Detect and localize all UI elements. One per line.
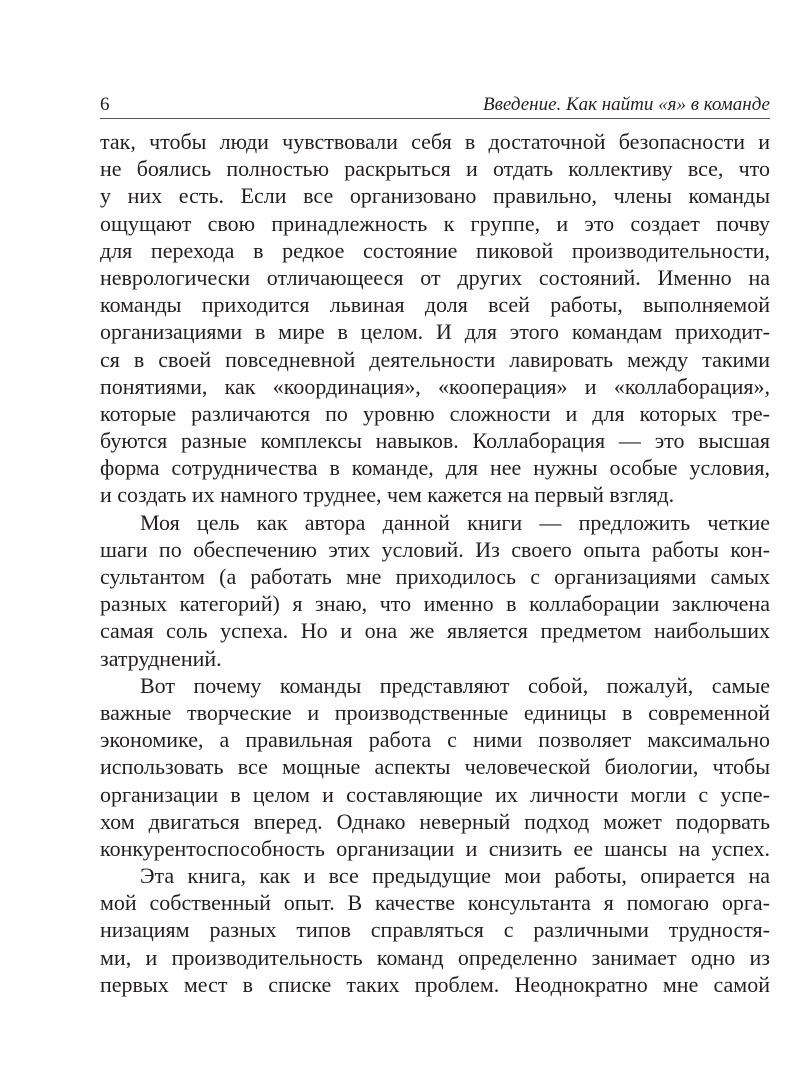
text-line: команды приходится львиная доля всей работы, выполняемой	[100, 292, 770, 318]
text-line: понятиями, как «координация», «кооперация» и «коллаборация»,	[100, 373, 770, 399]
running-title: Введение. Как найти «я» в команде	[483, 94, 770, 115]
text-line: ощущают свою принадлежность к группе, и это создает почву	[100, 210, 770, 236]
text-line: экономике, а правильная работа с ними позволяет максимально	[100, 727, 770, 753]
text-line: шаги по обеспечению этих условий. Из своего опыта работы кон-	[100, 536, 770, 562]
text-line: буются разные комплексы навыков. Коллаборация — это высшая	[100, 428, 770, 454]
body-text	[100, 128, 770, 998]
page-number: 6	[100, 94, 110, 115]
text-line: так, чтобы люди чувствовали себя в достаточной безопасности и	[100, 129, 770, 154]
text-line: мой собственный опыт. В качестве консультанта я помогаю орга-	[100, 890, 770, 916]
text-line: использовать все мощные аспекты человеческой биологии, чтобы	[100, 754, 770, 780]
text-line: ми, и производительность команд определенно занимает одно из	[100, 944, 770, 970]
text-line: организациями в мире в целом. И для этого командам приходит-	[100, 319, 770, 345]
text-line: конкурентоспособность организации и снизить ее шансы на успех.	[100, 835, 770, 861]
text-line: неврологически отличающееся от других состояний. Именно на	[100, 264, 770, 290]
text-line: Вот почему команды представляют собой, пожалуй, самые	[140, 672, 770, 698]
text-line: хом двигаться вперед. Однако неверный подход может подорвать	[100, 808, 770, 834]
text-line: низациям разных типов справляться с различными трудностя-	[100, 917, 770, 943]
running-header	[100, 92, 770, 119]
text-line: форма сотрудничества в команде, для нее нужны особые условия,	[100, 455, 770, 481]
text-line: самая соль успеха. Но и она же является предметом наибольших	[100, 618, 770, 644]
text-line: первых мест в списке таких проблем. Неоднократно мне самой	[100, 971, 770, 997]
text-line: организации в целом и составляющие их личности могли с успе-	[100, 781, 770, 807]
text-line: сультантом (а работать мне приходилось с организациями самых	[100, 564, 770, 589]
text-line: важные творческие и производственные единицы в современной	[100, 699, 770, 725]
text-line: которые различаются по уровню сложности и для которых тре-	[100, 400, 770, 426]
text-line: Моя цель как автора данной книги — предложить четкие	[140, 509, 770, 535]
text-line: у них есть. Если все организовано правильно, члены команды	[100, 183, 770, 209]
text-line: затруднений.	[100, 645, 222, 671]
text-line: и создать их намного труднее, чем кажется на первый взгляд.	[100, 482, 675, 508]
text-line: для перехода в редкое состояние пиковой производительности,	[100, 237, 770, 263]
text-line: разных категорий) я знаю, что именно в коллаборации заключена	[100, 591, 770, 617]
text-line: не боялись полностью раскрыться и отдать коллективу все, что	[100, 156, 770, 182]
text-line: Эта книга, как и все предыдущие мои работы, опирается на	[140, 863, 770, 889]
text-line: ся в своей повседневной деятельности лавировать между такими	[100, 346, 770, 372]
